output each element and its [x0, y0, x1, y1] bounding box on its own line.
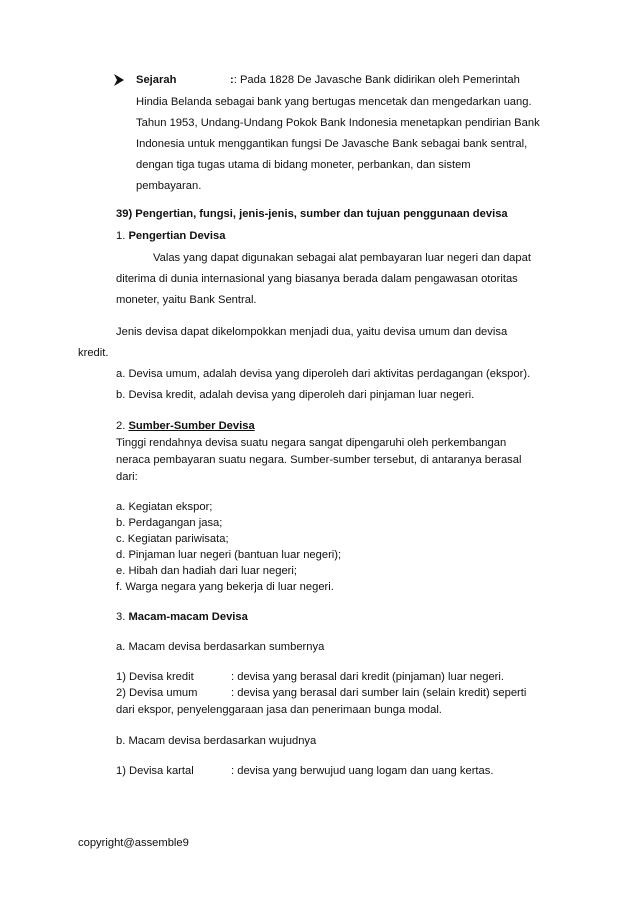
jenis-paragraph: Jenis devisa dapat dikelompokkan menjadi dua, yaitu devisa umum dan devisa	[116, 326, 508, 338]
section-heading: 39) Pengertian, fungsi, jenis-jenis, sumber dan tujuan penggunaan devisa	[116, 208, 508, 220]
list-item: e. Hibah dan hadiah dari luar negeri;	[116, 565, 297, 577]
macam-subheading: b. Macam devisa berdasarkan wujudnya	[116, 735, 317, 747]
list-item: c. Kegiatan pariwisata;	[116, 533, 229, 545]
list-item: b. Perdagangan jasa;	[116, 517, 223, 529]
list-item: d. Pinjaman luar negeri (bantuan luar negeri);	[116, 549, 342, 561]
term-description: : devisa yang berasal dari kredit (pinjaman) luar negeri.	[231, 671, 504, 683]
jenis-item: b. Devisa kredit, adalah devisa yang diperoleh dari pinjaman luar negeri.	[116, 389, 475, 401]
term: 2) Devisa umum	[116, 687, 198, 699]
sumber-line: Tinggi rendahnya devisa suatu negara sangat dipengaruhi oleh perkembangan	[116, 437, 507, 449]
subheading-macam	[116, 610, 248, 624]
subheading-title: Sumber-Sumber Devisa	[128, 420, 255, 432]
sejarah-line: pembayaran.	[136, 180, 202, 192]
sejarah-line: dengan tiga tugas utama di bidang moneter, perbankan, dan sistem	[136, 159, 471, 171]
sejarah-intro: :: Pada 1828 De Javasche Bank didirikan oleh Pemerintah	[230, 74, 520, 86]
sejarah-intro-text: : Pada 1828 De Javasche Bank didirikan oleh Pemerintah	[233, 74, 520, 86]
list-item: a. Kegiatan ekspor;	[116, 501, 213, 513]
term: 1) Devisa kredit	[116, 671, 194, 683]
term: 1) Devisa kartal	[116, 765, 194, 777]
definition-line: moneter, yaitu Bank Sentral.	[116, 294, 257, 306]
sejarah-line: Hindia Belanda sebagai bank yang bertugas mencetak dan mengedarkan uang.	[136, 96, 532, 108]
macam-subheading: a. Macam devisa berdasarkan sumbernya	[116, 641, 325, 653]
subheading-title: Macam-macam Devisa	[128, 611, 248, 623]
jenis-item: a. Devisa umum, adalah devisa yang diperoleh dari aktivitas perdagangan (ekspor).	[116, 368, 531, 380]
list-item: f. Warga negara yang bekerja di luar negeri.	[116, 581, 334, 593]
jenis-paragraph: kredit.	[78, 347, 109, 359]
subheading-title: Pengertian Devisa	[128, 230, 226, 242]
sumber-line: neraca pembayaran suatu negara. Sumber-sumber tersebut, di antaranya berasal	[116, 454, 522, 466]
sejarah-line: Tahun 1953, Undang-Undang Pokok Bank Indonesia menetapkan pendirian Bank	[136, 117, 540, 129]
subheading-sumber	[116, 419, 255, 433]
definition-line: Valas yang dapat digunakan sebagai alat pembayaran luar negeri dan dapat	[153, 252, 531, 264]
term-description-cont: dari ekspor, penyelenggaraan jasa dan penerimaan bunga modal.	[116, 704, 442, 716]
sejarah-line: Indonesia untuk menggantikan fungsi De Javasche Bank sebagai bank sentral,	[136, 138, 528, 150]
sumber-line: dari:	[116, 471, 138, 483]
arrow-bullet-icon	[114, 74, 124, 86]
sejarah-label: Sejarah	[136, 74, 177, 86]
subheading-pengertian	[116, 229, 225, 243]
subheading-number: 3.	[116, 611, 126, 623]
subheading-number: 2.	[116, 420, 126, 432]
term-description: : devisa yang berasal dari sumber lain (selain kredit) seperti	[231, 687, 527, 699]
subheading-number: 1.	[116, 230, 126, 242]
term-description: : devisa yang berwujud uang logam dan uang kertas.	[231, 765, 494, 777]
footer-copyright: copyright@assemble9	[78, 837, 189, 849]
definition-line: diterima di dunia internasional yang biasanya berada dalam pengawasan otoritas	[116, 273, 518, 285]
